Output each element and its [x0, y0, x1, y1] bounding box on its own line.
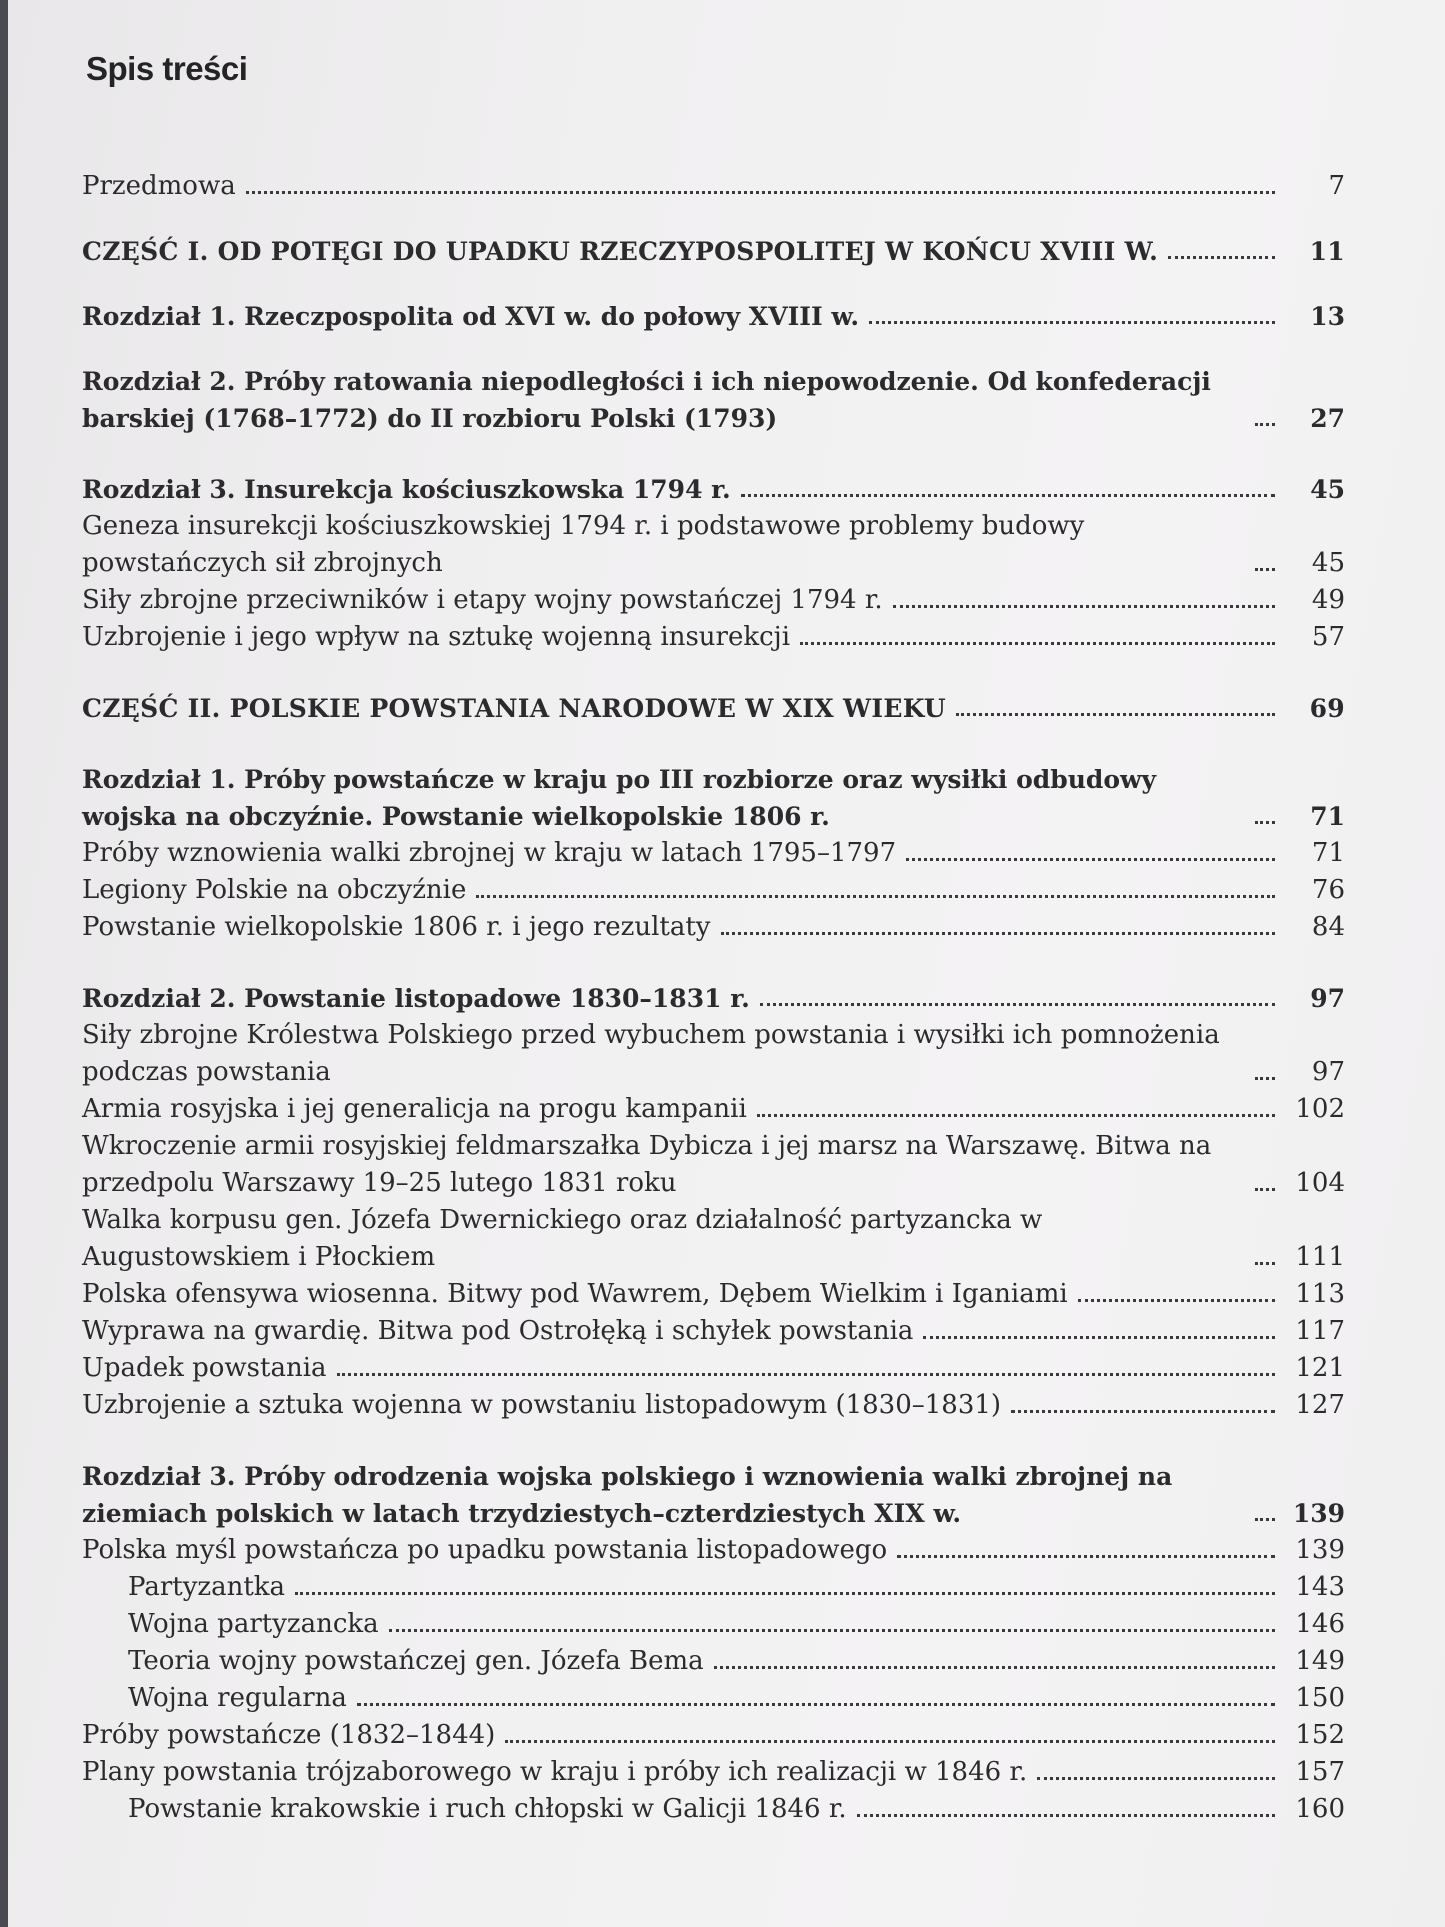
toc-page-number: 121 [1295, 1353, 1345, 1383]
toc-entry-title: Partyzantka [128, 1572, 286, 1602]
dot-leader [893, 605, 1275, 608]
toc-page-number: 45 [1310, 475, 1345, 504]
toc-entry-title: Wyprawa na gwardię. Bitwa pod Ostrołęką i schyłek powstania [82, 1316, 914, 1346]
toc-page-number: 143 [1295, 1572, 1345, 1602]
dot-leader [757, 1114, 1275, 1117]
toc-page-number: 27 [1310, 404, 1345, 433]
toc-page-number: 113 [1295, 1279, 1345, 1309]
dot-leader [505, 1740, 1275, 1743]
toc-entry [82, 298, 1345, 335]
table-of-contents [82, 168, 1345, 1828]
toc-entry [82, 761, 1345, 835]
toc-page-number: 13 [1310, 302, 1345, 331]
toc-page-number: 11 [1309, 237, 1345, 266]
toc-page-number: 76 [1311, 875, 1345, 905]
toc-entry-title: Teoria wojny powstańczej gen. Józefa Bema [128, 1646, 704, 1676]
toc-entry-title: Armia rosyjska i jej generalicja na progu kampanii [82, 1094, 747, 1124]
dot-leader [741, 494, 1275, 497]
toc-entry-title: Rozdział 3. Insurekcja kościuszkowska 1794 r. [82, 475, 731, 504]
dot-leader [760, 1003, 1275, 1006]
dot-leader [923, 1336, 1275, 1339]
toc-entry [82, 233, 1345, 270]
dot-leader [337, 1373, 1275, 1376]
dot-leader [1255, 1188, 1275, 1191]
toc-page-number: 84 [1311, 912, 1345, 942]
toc-entry-title: Powstanie wielkopolskie 1806 r. i jego rezultaty [82, 912, 711, 942]
toc-entry [82, 1313, 1345, 1350]
toc-entry [82, 1532, 1345, 1569]
dot-leader [906, 858, 1275, 861]
toc-page-number: 127 [1295, 1390, 1345, 1420]
book-page [8, 0, 1445, 1927]
toc-entry [82, 909, 1345, 946]
toc-entry [82, 1754, 1345, 1791]
toc-entry [82, 508, 1345, 582]
toc-entry [82, 690, 1345, 727]
dot-leader [1255, 568, 1275, 571]
dot-leader [389, 1629, 1275, 1632]
toc-page-number: 102 [1295, 1094, 1345, 1124]
toc-entry [82, 835, 1345, 872]
toc-entry [82, 1350, 1345, 1387]
toc-page-number: 152 [1295, 1720, 1345, 1750]
toc-entry-title: Uzbrojenie a sztuka wojenna w powstaniu listopadowym (1830–1831) [82, 1390, 1002, 1420]
toc-entry [82, 1606, 1345, 1643]
toc-entry-title: Polska myśl powstańcza po upadku powstania listopadowego [82, 1535, 888, 1565]
toc-entry-title: Rozdział 1. Rzeczpospolita od XVI w. do połowy XVIII w. [82, 302, 860, 331]
dot-leader [869, 321, 1275, 324]
toc-page-number: 117 [1295, 1316, 1345, 1346]
dot-leader [1255, 821, 1275, 824]
toc-entry-title: Wkroczenie armii rosyjskiej feldmarszałka Dybicza i jej marsz na Warszawę. Bitwa na przedpolu Warszawy 19–25 lutego 1831 roku [82, 1131, 1212, 1198]
toc-page-number: 150 [1295, 1683, 1345, 1713]
toc-entry-title: Upadek powstania [82, 1353, 327, 1383]
dot-leader [1255, 1518, 1275, 1521]
dot-leader [1078, 1299, 1275, 1302]
toc-page-number: 160 [1295, 1794, 1345, 1824]
dot-leader [1255, 1077, 1275, 1080]
toc-entry [82, 1458, 1345, 1532]
toc-entry-title: Siły zbrojne przeciwników i etapy wojny powstańczej 1794 r. [82, 585, 883, 615]
dot-leader [1011, 1410, 1275, 1413]
toc-page-number: 104 [1295, 1168, 1345, 1198]
toc-page-number: 139 [1295, 1535, 1345, 1565]
toc-entry-title: Uzbrojenie i jego wpływ na sztukę wojenną insurekcji [82, 622, 791, 652]
toc-entry-title: Przedmowa [82, 171, 236, 201]
dot-leader [1037, 1777, 1275, 1780]
dot-leader [956, 713, 1275, 716]
toc-entry [82, 1717, 1345, 1754]
toc-page-number: 45 [1311, 548, 1345, 578]
toc-entry [82, 582, 1345, 619]
dot-leader [857, 1814, 1275, 1817]
toc-entry-title: Rozdział 3. Próby odrodzenia wojska polskiego i wznowienia walki zbrojnej na ziemiach polskich w latach trzydziestych–czterdziestych XIX w. [82, 1462, 1173, 1528]
dot-leader [357, 1703, 1275, 1706]
toc-page-number: 69 [1309, 694, 1345, 723]
toc-entry [82, 1569, 1345, 1606]
toc-entry [82, 1276, 1345, 1313]
dot-leader [721, 932, 1276, 935]
toc-entry-title: Legiony Polskie na obczyźnie [82, 875, 467, 905]
dot-leader [1168, 256, 1275, 259]
toc-entry [82, 363, 1345, 437]
toc-page-number: 111 [1295, 1242, 1345, 1272]
toc-entry [82, 1680, 1345, 1717]
toc-entry-title: Walka korpusu gen. Józefa Dwernickiego oraz działalność partyzancka w Augustowskiem i Płockiem [82, 1205, 1043, 1272]
toc-entry-title: CZĘŚĆ I. OD POTĘGI DO UPADKU RZECZYPOSPOLITEJ W KOŃCU XVIII W. [82, 237, 1159, 266]
toc-page-number: 7 [1328, 171, 1345, 201]
toc-entry-title: Powstanie krakowskie i ruch chłopski w Galicji 1846 r. [128, 1794, 847, 1824]
toc-entry-title: Polska ofensywa wiosenna. Bitwy pod Wawrem, Dębem Wielkim i Iganiami [82, 1279, 1068, 1309]
dot-leader [1255, 1262, 1275, 1265]
toc-entry-title: Rozdział 1. Próby powstańcze w kraju po III rozbiorze oraz wysiłki odbudowy wojska na obczyźnie. Powstanie wielkopolskie 1806 r. [82, 765, 1157, 831]
toc-entry [82, 168, 1345, 205]
toc-entry-title: Geneza insurekcji kościuszkowskiej 1794 r. i podstawowe problemy budowy powstańczych sił zbrojnych [82, 511, 1085, 578]
toc-page-number: 139 [1292, 1499, 1345, 1528]
toc-entry-title: CZĘŚĆ II. POLSKIE POWSTANIA NARODOWE W XIX WIEKU [82, 694, 946, 723]
toc-entry [82, 1387, 1345, 1424]
toc-entry [82, 1791, 1345, 1828]
toc-entry-title: Siły zbrojne Królestwa Polskiego przed wybuchem powstania i wysiłki ich pomnożenia podczas powstania [82, 1020, 1220, 1087]
dot-leader [246, 191, 1275, 194]
toc-entry [82, 619, 1345, 656]
toc-entry [82, 872, 1345, 909]
toc-entry-title: Plany powstania trójzaborowego w kraju i próby ich realizacji w 1846 r. [82, 1757, 1028, 1787]
toc-page-number: 71 [1310, 802, 1345, 831]
dot-leader [476, 895, 1275, 898]
toc-page-number: 57 [1311, 622, 1345, 652]
toc-entry [82, 1091, 1345, 1128]
toc-page-number: 157 [1295, 1757, 1345, 1787]
toc-page-number: 71 [1311, 838, 1345, 868]
toc-page-number: 146 [1295, 1609, 1345, 1639]
toc-entry [82, 471, 1345, 508]
toc-page-number: 97 [1310, 984, 1345, 1013]
page-title: Spis treści [86, 50, 248, 87]
toc-entry-title: Wojna partyzancka [128, 1609, 379, 1639]
toc-entry-title: Rozdział 2. Powstanie listopadowe 1830–1831 r. [82, 984, 750, 1013]
toc-page-number: 97 [1311, 1057, 1345, 1087]
toc-entry-title: Rozdział 2. Próby ratowania niepodległości i ich niepowodzenie. Od konfederacji barskiej (1768–1772) do II rozbioru Polski (1793) [82, 367, 1211, 433]
toc-entry [82, 980, 1345, 1017]
toc-page-number: 49 [1311, 585, 1345, 615]
toc-page-number: 149 [1295, 1646, 1345, 1676]
dot-leader [800, 642, 1275, 645]
dot-leader [714, 1666, 1275, 1669]
toc-entry [82, 1128, 1345, 1202]
dot-leader [897, 1555, 1275, 1558]
dot-leader [295, 1592, 1275, 1595]
toc-entry-title: Wojna regularna [128, 1683, 347, 1713]
toc-entry-title: Próby wznowienia walki zbrojnej w kraju w latach 1795–1797 [82, 838, 897, 868]
toc-entry [82, 1643, 1345, 1680]
toc-entry-title: Próby powstańcze (1832–1844) [82, 1720, 496, 1750]
toc-entry [82, 1017, 1345, 1091]
dot-leader [1255, 423, 1275, 426]
toc-entry [82, 1202, 1345, 1276]
